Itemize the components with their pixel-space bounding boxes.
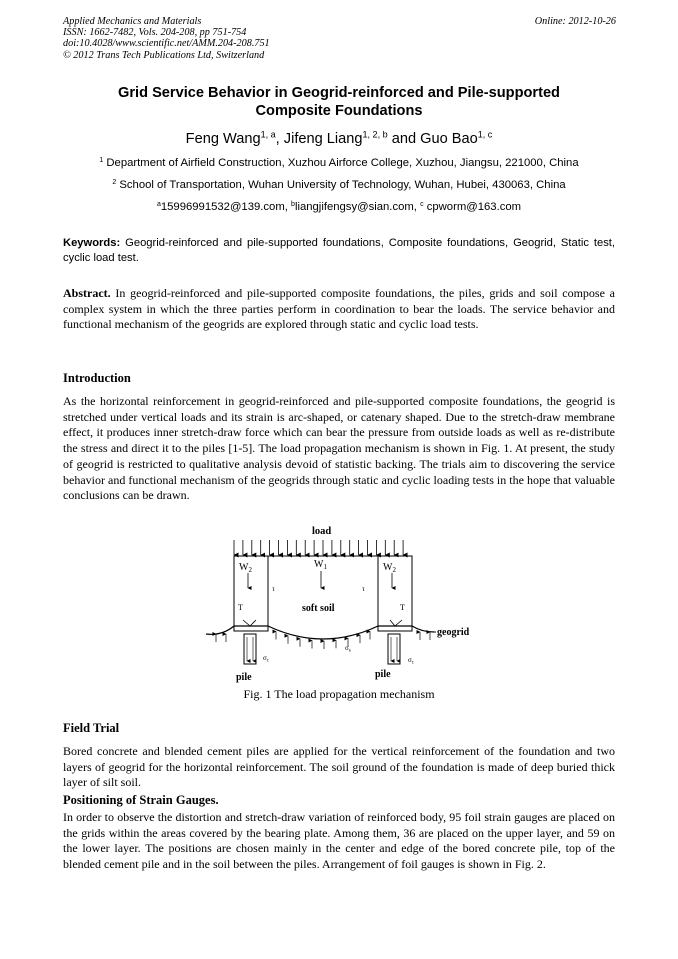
affiliation-text: Department of Airfield Construction, Xuzhou Airforce College, Xuzhou, Jiangsu, 221000, China xyxy=(106,157,579,169)
email-link[interactable]: 15996991532@139.com, xyxy=(160,201,292,213)
affiliation-2 xyxy=(63,179,615,191)
author-affil-marker: 1, c xyxy=(477,129,493,140)
soft-soil-label: soft soil xyxy=(302,603,335,614)
journal-name: Applied Mechanics and Materials xyxy=(63,16,202,27)
email-marker: b xyxy=(291,200,295,208)
author-name: Feng Wang xyxy=(185,131,261,147)
sigma-s-label: $\sigma_s$ xyxy=(345,644,351,654)
geogrid-label: geogrid xyxy=(437,627,470,638)
pile-label-right: pile xyxy=(375,669,391,680)
author-name: Guo Bao xyxy=(420,131,478,147)
tau-label-right: τ xyxy=(362,585,365,593)
email-marker: c xyxy=(420,200,424,208)
email-list xyxy=(63,201,615,213)
strain-gauges-heading: Positioning of Strain Gauges. xyxy=(63,793,219,807)
online-date: Online: 2012-10-26 xyxy=(534,16,616,27)
email-link[interactable]: cpworm@163.com xyxy=(426,201,522,213)
introduction-heading: Introduction xyxy=(63,371,131,385)
field-trial-heading: Field Trial xyxy=(63,721,120,735)
abstract-label: Abstract. xyxy=(63,286,111,300)
load-label: load xyxy=(312,526,332,537)
tension-label-left: T xyxy=(238,603,243,612)
email-link[interactable]: liangjifengsy@sian.com, xyxy=(294,201,421,213)
field-trial-paragraph: Bored concrete and blended cement piles are applied for the vertical reinforcement of the foundation and two layers of geogrid for the horizontal reinforcement. The soil ground of the foundation is made of deep buried thick layer of silt soil. xyxy=(63,744,615,790)
copyright-line: © 2012 Trans Tech Publications Ltd, Switzerland xyxy=(63,49,265,61)
load-arrows xyxy=(234,540,403,555)
affiliation-1 xyxy=(63,157,615,169)
author-affil-marker: 1, a xyxy=(260,129,276,140)
sigma-c-label-left: $\sigma_c$ xyxy=(263,654,270,664)
right-pile xyxy=(388,634,400,664)
issn-line: ISSN: 1662-7482, Vols. 204-208, pp 751-754 xyxy=(63,27,247,39)
introduction-paragraph: As the horizontal reinforcement in geogrid-reinforced and pile-supported composite foundations, the geogrid is stretched under vertical loads and its strain is arc-shaped, or catenary shaped. Due to the stretch-draw membrane effect, it produces inner stretch-draw force which can bear the pressure from outside loads as well as re-distribute the stress and direct it to the piles [1-5]. The load propagation mechanism is shown in Fig. 1. At present, the study of geogrid is restricted to qualitative analysis devoid of statistic backing. The trials aim to discovering the service behavior and functional mechanism of the geogrids through static and cyclic loading tests in the hope that valuable conclusions can be drawn. xyxy=(63,394,615,503)
keywords-paragraph xyxy=(63,236,615,266)
keywords-text: Geogrid-reinforced and pile-supported foundations, Composite foundations, Geogrid, Static test, cyclic load test. xyxy=(63,237,616,264)
title-line-1: Grid Service Behavior in Geogrid-reinforced and Pile-supported xyxy=(118,85,560,101)
journal-header xyxy=(63,16,270,61)
w2-label-left: $W_2$ xyxy=(239,562,252,574)
tension-arrow-left xyxy=(243,620,256,626)
keywords-label: Keywords: xyxy=(63,237,121,249)
sigma-c-label-right: $\sigma_c$ xyxy=(408,656,415,666)
affiliation-text: School of Transportation, Wuhan University of Technology, Wuhan, Hubei, 430063, China xyxy=(119,179,566,191)
author-separator: , xyxy=(275,131,284,147)
abstract-paragraph xyxy=(63,286,615,333)
affiliation-marker: 2 xyxy=(112,178,117,186)
paper-title xyxy=(63,84,615,120)
w1-label: $W_1$ xyxy=(314,559,327,571)
tension-label-right: T xyxy=(400,603,405,612)
strain-gauges-paragraph: In order to observe the distortion and stretch-draw variation of reinforced body, 95 foil strain gauges are placed on the grids within the areas covered by the bearing plate. Among them, 36 are placed on the upper layer, and 59 on the lower layer. The positions are chosen mainly in the center and edge of the bored concrete pile, top of the blended cement pile and in the soil between the piles. Arrangement of foil gauges is shown in Fig. 2. xyxy=(63,810,615,872)
doi-line: doi:10.4028/www.scientific.net/AMM.204-208.751 xyxy=(63,38,270,50)
pile-label-left: pile xyxy=(236,672,252,683)
w2-label-right: $W_2$ xyxy=(383,562,396,574)
affiliation-marker: 1 xyxy=(99,156,104,164)
email-marker: a xyxy=(156,200,161,208)
title-line-2: Composite Foundations xyxy=(255,103,423,119)
author-list xyxy=(63,131,615,147)
load-propagation-figure xyxy=(202,522,474,688)
author-affil-marker: 1, 2, b xyxy=(362,129,388,140)
figure-1-caption: Fig. 1 The load propagation mechanism xyxy=(243,687,435,701)
author-separator: and xyxy=(387,131,421,147)
abstract-text: In geogrid-reinforced and pile-supported composite foundations, the piles, grids and soil compose a complex system in which the three parties perform in coordination to bear the loads. The service behavior and functional mechanism of the geogrids are explored through static and cyclic load tests. xyxy=(63,286,616,332)
tau-label-left: τ xyxy=(272,585,275,593)
left-pile xyxy=(244,634,256,664)
tension-arrow-right xyxy=(390,620,402,626)
author-name: Jifeng Liang xyxy=(283,131,363,147)
